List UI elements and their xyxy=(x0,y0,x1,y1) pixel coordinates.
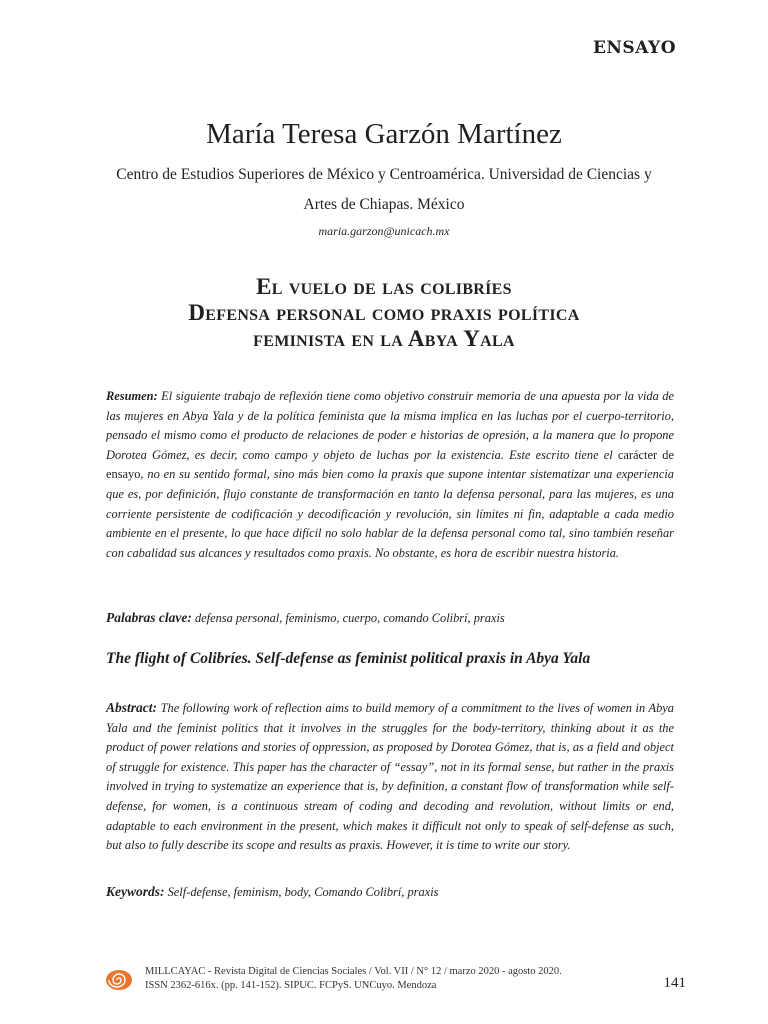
abstract-paragraph xyxy=(106,698,674,856)
palabras-clave-text: defensa personal, feminismo, cuerpo, comando Colibrí, praxis xyxy=(194,611,505,625)
footer-line-2: ISSN 2362-616x. (pp. 141-152). SIPUC. FCPyS. UNCuyo. Mendoza xyxy=(145,980,437,991)
article-title xyxy=(60,274,708,352)
abstract-label: Abstract: xyxy=(106,700,158,715)
title-line-3: feminista en la Abya Yala xyxy=(253,326,515,351)
resumen-label: Resumen: xyxy=(106,389,158,403)
author-email[interactable]: maria.garzon@unicach.mx xyxy=(318,224,450,238)
resumen-text-c: , no en su sentido formal, sino más bien como la praxis que supone intentar sistematizar una experiencia que es, por definición, flujo constante de transformación en tanto la defensa personal, para las mujeres, es una corriente persistente de codificación y decodificación y revolución, sin límites ni fin, adaptable a cada medio ambiente en el presente, lo que hace difícil no solo hablar de la defensa personal como tal, sino también reseñar con cabalidad sus alcances y resultados como praxis. No obstante, es hora de escribir nuestra historia. xyxy=(106,467,674,560)
footer-citation xyxy=(145,965,665,993)
abstract-text: The following work of reflection aims to build memory of a commitment to the lives of women in Abya Yala and the feminist politics that it involves in the struggles for the body-territory, thinking about it as the product of power relations and stories of oppression, as proposed by Dorotea Gómez, that is, as a field and object of struggle for existence. This paper has the character of “essay”, not in its formal sense, but rather in the praxis involved in trying to systematize an experience that is, by definition, a constant flow of transformation while self-defense, for women, is a continuous stream of coding and decoding and revolution, without limits or end, adaptable to each environment in the present, which makes it difficult not only to speak of self-defense as such, but also to fully describe its scope and results as praxis. However, it is time to write our story. xyxy=(106,701,674,853)
palabras-clave xyxy=(106,610,674,626)
section-label: ENSAYO xyxy=(592,38,676,58)
resumen-paragraph xyxy=(106,387,674,563)
author-name: María Teresa Garzón Martínez xyxy=(206,118,562,150)
footer-line-1: MILLCAYAC - Revista Digital de Ciencias Sociales / Vol. VII / N° 12 / marzo 2020 - agosto 2020. xyxy=(145,966,562,977)
title-line-2: Defensa personal como praxis política xyxy=(188,300,580,325)
keywords xyxy=(106,884,674,900)
palabras-clave-label: Palabras clave: xyxy=(106,610,192,625)
english-title: The flight of Colibríes. Self-defense as feminist political praxis in Abya Yala xyxy=(106,650,591,667)
spiral-logo-icon xyxy=(104,968,134,992)
author-affiliation: Centro de Estudios Superiores de México y Centroamérica. Universidad de Ciencias y Artes de Chiapas. México xyxy=(116,166,652,213)
resumen-text-a: El siguiente trabajo de reflexión tiene como objetivo construir memoria de una apuesta por la vida de las mujeres en Abya Yala y de la política feminista que la misma implica en las luchas por el cuerpo-territorio, pensado el mismo como el producto de relaciones de poder e historias de opresión, a la manera que lo propone Dorotea Gómez, es decir, como campo y objeto de luchas por la existencia. Este escrito tiene el xyxy=(106,389,674,462)
keywords-label: Keywords: xyxy=(106,884,165,899)
keywords-text: Self-defense, feminism, body, Comando Colibrí, praxis xyxy=(167,885,439,899)
page-number: 141 xyxy=(663,975,686,991)
resumen-text-b: carácter de ensayo xyxy=(106,447,674,482)
title-line-1: El vuelo de las colibríes xyxy=(256,274,512,299)
